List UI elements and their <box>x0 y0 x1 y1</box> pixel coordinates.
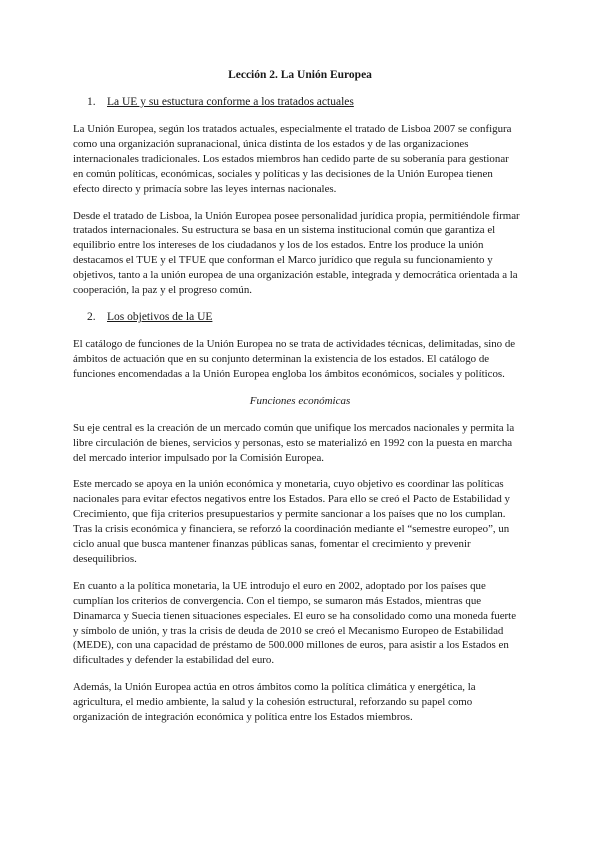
text-line: como una organización supranacional, única distinta de los estados y de las organizaciones <box>73 137 469 150</box>
text-line: Desde el tratado de Lisboa, la Unión Europea posee personalidad jurídica propia, permitiéndole firmar <box>73 209 520 222</box>
text-line: organización de integración económica y política entre los Estados miembros. <box>73 711 413 724</box>
text-line: funciones encomendadas a la Unión Europea engloba los ámbitos económicos, sociales y políticos. <box>73 367 505 380</box>
text-line: ámbitos de actuación que en su conjunto determinan la existencia de los estados. El catálogo de <box>73 352 490 365</box>
subsection-heading: Funciones económicas <box>249 394 351 407</box>
paragraph <box>73 680 527 725</box>
text-line: Tras la crisis económica y financiera, se reforzó la coordinación mediante el “semestre europeo”, un <box>73 523 510 536</box>
text-line: (MEDE), con una capacidad de préstamo de 500.000 millones de euros, para asistir a los Estados en <box>73 639 509 652</box>
text-line: libre circulación de bienes, servicios y personas, esto se materializó en 1992 con la puesta en marcha <box>73 436 513 449</box>
text-line: tratados internacionales. Su estructura se basa en un sistema institucional común que garantiza el <box>73 224 496 237</box>
paragraph <box>73 477 527 566</box>
text-line: nacionales para evitar efectos negativos entre los Estados. Para ello se creó el Pacto de Estabilidad y <box>73 493 510 506</box>
paragraph <box>73 337 527 382</box>
text-line: ciclo anual que busca mantener finanzas públicas sanas, fomentar el crecimiento y prevenir <box>73 538 471 551</box>
section-number: 2. <box>87 310 96 323</box>
text-line: internacionales tradicionales. Los estados miembros han cedido parte de su soberanía para gestionar <box>73 152 509 165</box>
text-line: Además, la Unión Europea actúa en otros ámbitos como la política climática y energética, la <box>73 681 476 694</box>
text-line: equilibrio entre los intereses de los ciudadanos y los de los estados. Entre los produce la unión <box>73 239 484 252</box>
text-line: del mercado interior impulsado por la Comisión Europea. <box>73 451 325 464</box>
section-title: La UE y su estuctura conforme a los tratados actuales <box>107 96 354 108</box>
text-line: cumplían los criterios de convergencia. Con el tiempo, se sumaron más Estados, mientras que <box>73 594 482 607</box>
document-page <box>73 68 527 737</box>
text-line: efecto directo y primacía sobre las leyes internas nacionales. <box>73 182 337 195</box>
section-heading-1 <box>87 95 527 110</box>
text-line: cooperación, la paz y el progreso común. <box>73 284 253 297</box>
text-line: Su eje central es la creación de un mercado común que unifique los mercados nacionales y permita la <box>73 421 515 434</box>
text-line: desequilibrios. <box>73 552 137 565</box>
text-line: Dinamarca y Suecia tienen situaciones especiales. El euro se ha consolidado como una moneda fuerte <box>73 609 517 622</box>
text-line: dificultades y defender la estabilidad del euro. <box>73 654 275 667</box>
text-line: destacamos el TUE y el TFUE que conforman el Marco jurídico que regula su funcionamiento y <box>73 254 493 267</box>
text-line: Crecimiento, que fija criterios presupuestarios y permite sancionar a los países que no los cumplan. <box>73 508 506 521</box>
paragraph <box>73 209 527 298</box>
section-heading-2 <box>87 310 527 325</box>
text-line: agricultura, el medio ambiente, la salud y la cohesión estructural, reforzando su papel como <box>73 696 473 709</box>
section-title: Los objetivos de la UE <box>107 310 213 323</box>
lesson-title: Lección 2. La Unión Europea <box>228 69 372 81</box>
paragraph <box>73 122 527 197</box>
paragraph <box>73 421 527 466</box>
text-line: El catálogo de funciones de la Unión Europea no se trata de actividades técnicas, delimitadas, sino de <box>73 337 516 350</box>
text-line: y símbolo de unión, y tras la crisis de deuda de 2010 se creó el Mecanismo Europeo de Estabilidad <box>73 624 504 637</box>
section-number: 1. <box>87 96 96 108</box>
text-line: objetivos, tanto a la unión europea de una organización estable, integrada y democrática orientada a la <box>73 269 518 282</box>
text-line: La Unión Europea, según los tratados actuales, especialmente el tratado de Lisboa 2007 se configura <box>73 123 512 135</box>
text-line: En cuanto a la política monetaria, la UE introdujo el euro en 2002, adoptado por los países que <box>73 579 486 592</box>
text-line: Este mercado se apoya en la unión económica y monetaria, cuyo objetivo es coordinar las políticas <box>73 478 504 491</box>
text-line: en común políticas, económicas, sociales y políticas y las decisiones de la Unión Europea tienen <box>73 167 493 180</box>
paragraph <box>73 579 527 668</box>
